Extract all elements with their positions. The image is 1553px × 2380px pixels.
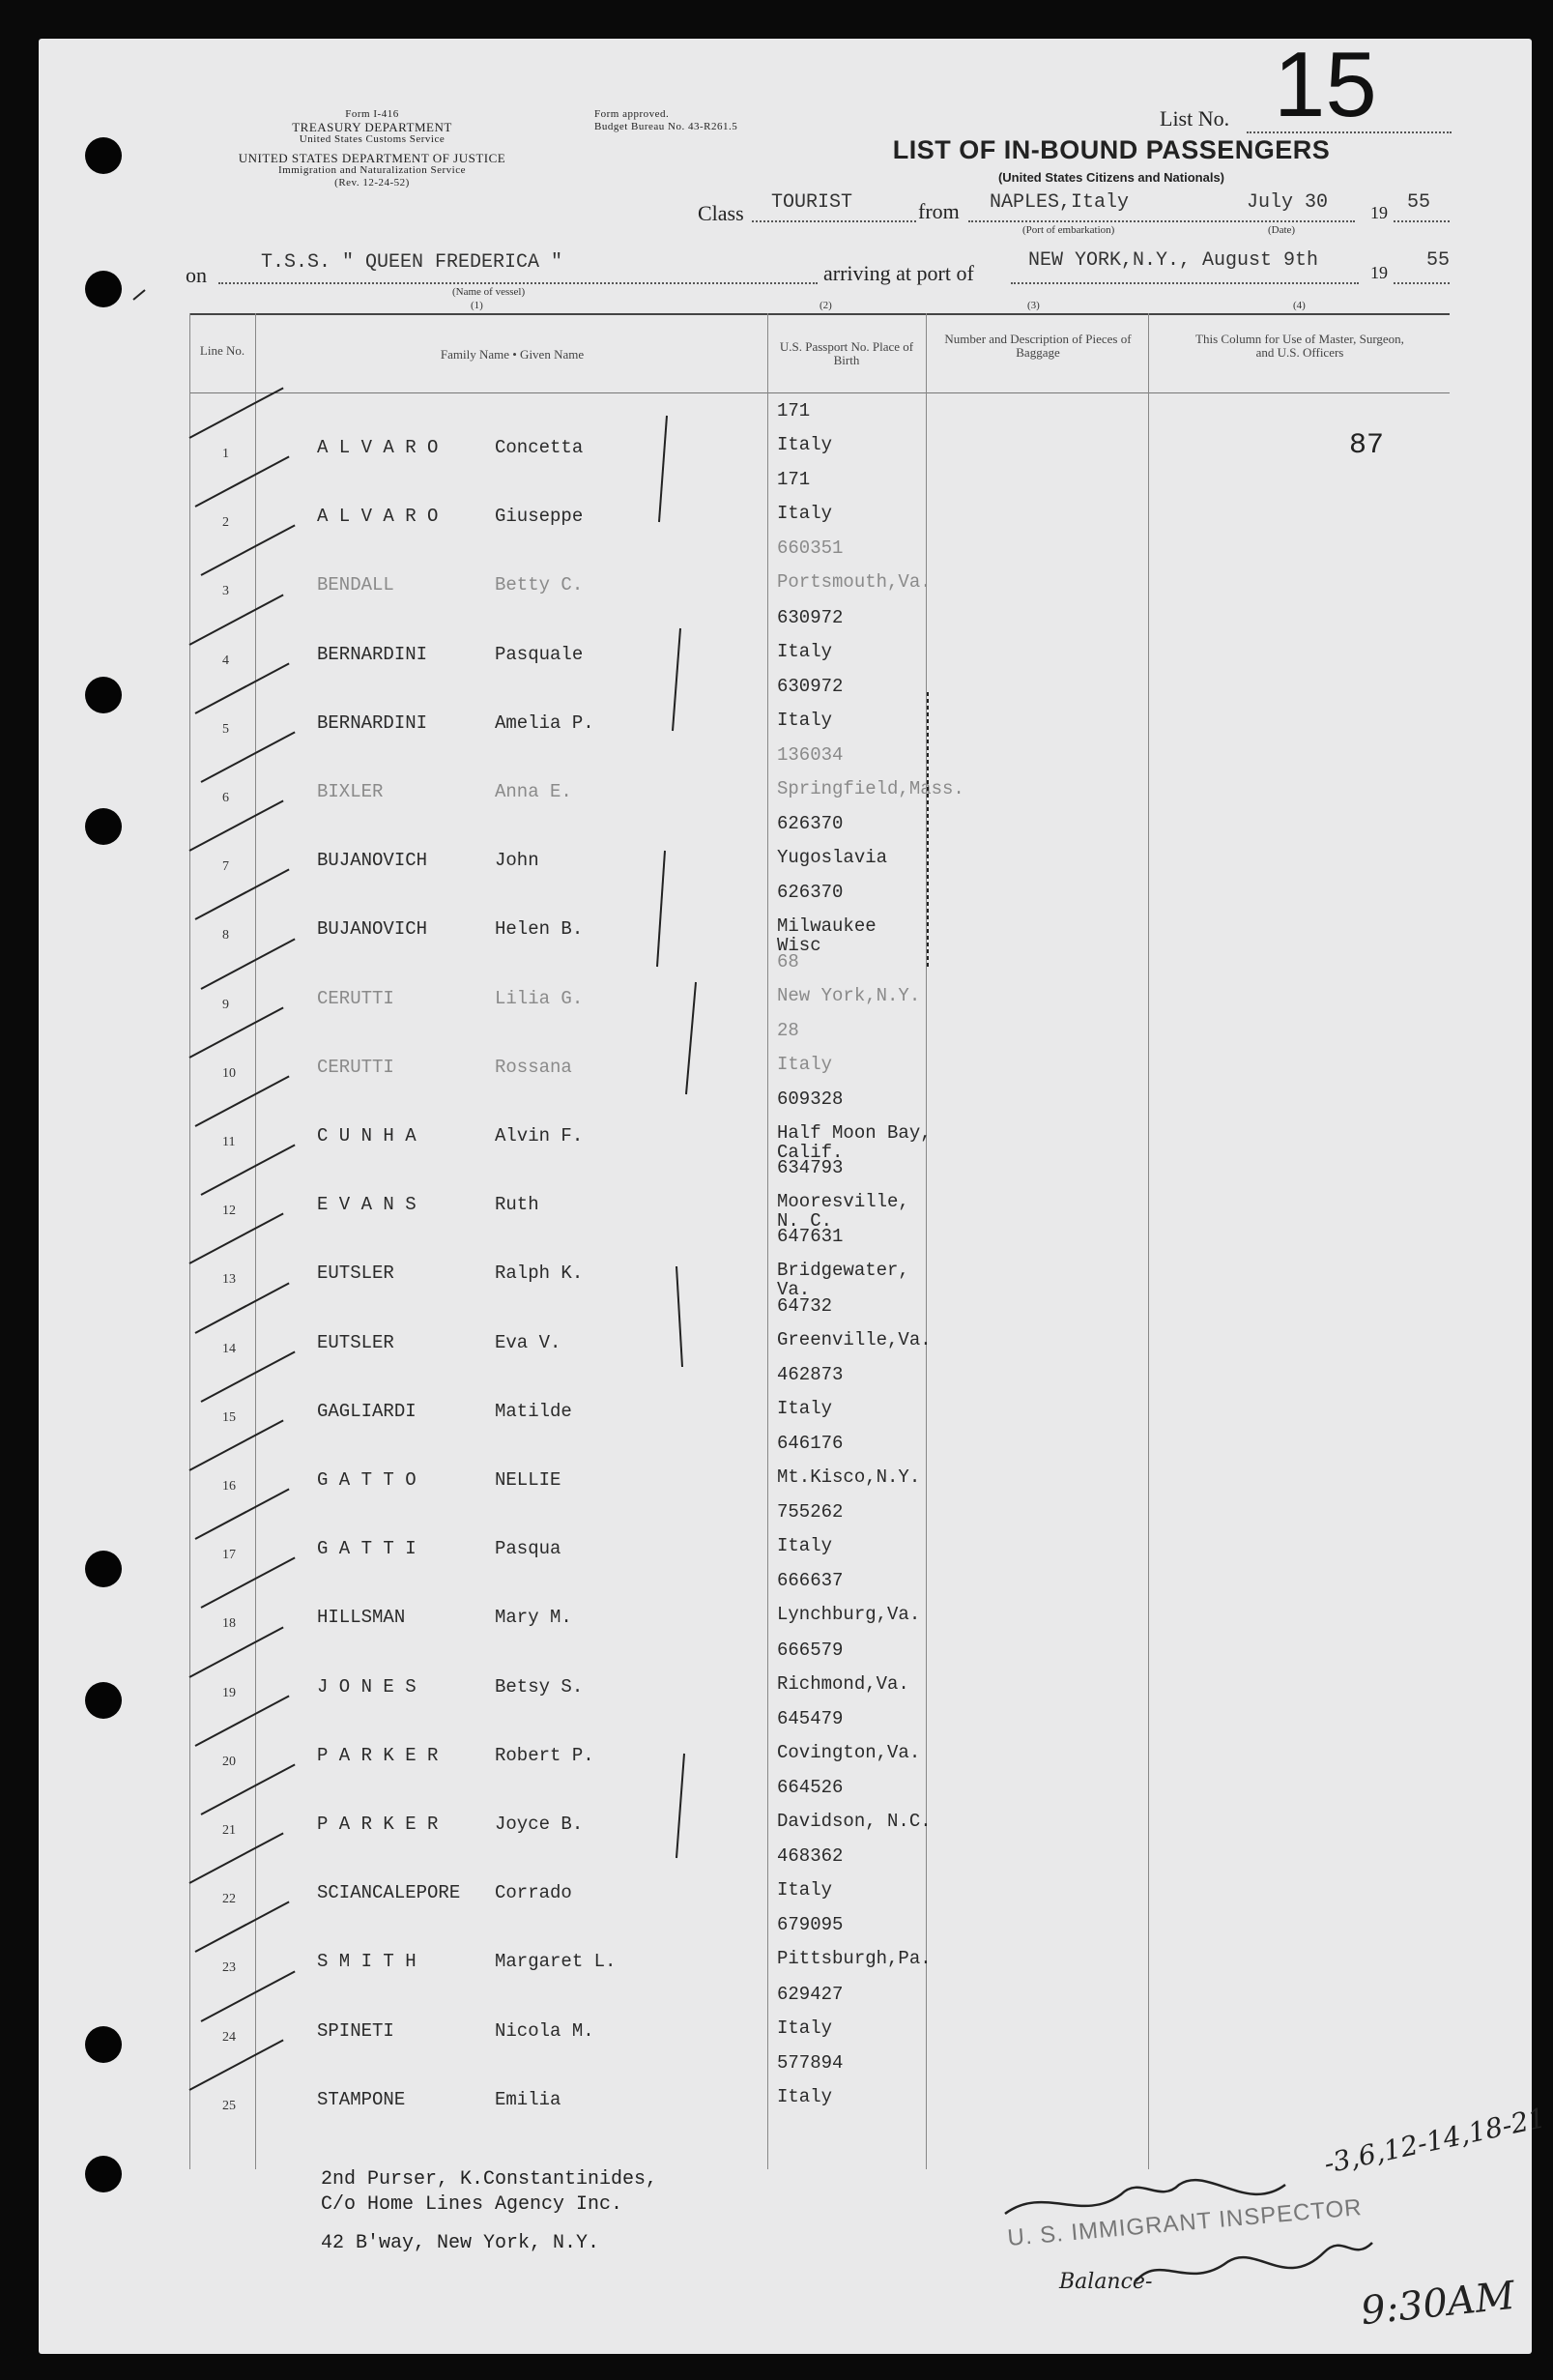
- line-number: 22: [222, 1892, 236, 1907]
- line-number: 3: [222, 584, 229, 599]
- table-row: [189, 465, 1523, 533]
- vessel-caption: (Name of vessel): [452, 286, 526, 298]
- col-caption-4: (4): [1293, 300, 1306, 311]
- passport-number: 64732: [777, 1294, 833, 1317]
- list-no-label: List No.: [1160, 106, 1230, 131]
- passport-number: 660351: [777, 537, 844, 560]
- date-year: 55: [1407, 191, 1431, 214]
- family-name: GAGLIARDI: [317, 1400, 417, 1422]
- passport-number: 626370: [777, 882, 844, 904]
- place-of-birth: New York,N.Y.: [777, 984, 921, 1006]
- place-of-birth: Italy: [777, 1397, 833, 1419]
- passport-number: 171: [777, 400, 811, 421]
- table-row: [189, 1773, 1523, 1841]
- given-name: Alvin F.: [495, 1125, 584, 1146]
- family-name: HILLSMAN: [317, 1607, 406, 1629]
- family-name: C U N H A: [317, 1125, 417, 1146]
- date-year-prefix: 19: [1370, 203, 1388, 222]
- place-of-birth: Italy: [777, 503, 833, 525]
- family-name: P A R K E R: [317, 1814, 439, 1835]
- from-line: [968, 220, 1355, 222]
- class-line: [752, 220, 916, 222]
- passport-number: 664526: [777, 1777, 844, 1798]
- given-name: Mary M.: [495, 1607, 572, 1629]
- family-name: S M I T H: [317, 1951, 417, 1973]
- arrival-year-prefix: 19: [1370, 263, 1388, 282]
- place-of-birth: Italy: [777, 2017, 833, 2039]
- passport-number: 634793: [777, 1157, 844, 1179]
- place-of-birth: Pittsburgh,Pa.: [777, 1948, 932, 1970]
- given-name: Eva V.: [495, 1331, 561, 1353]
- family-name: A L V A R O: [317, 437, 439, 458]
- passport-number: 462873: [777, 1363, 844, 1385]
- col-caption-2: (2): [820, 300, 832, 311]
- given-name: Ruth: [495, 1194, 539, 1216]
- passport-number: 755262: [777, 1501, 844, 1524]
- table-row: [189, 534, 1523, 601]
- family-name: CERUTTI: [317, 987, 394, 1009]
- given-name: Betty C.: [495, 574, 584, 596]
- line-number: 21: [222, 1823, 236, 1838]
- given-name: John: [495, 850, 539, 872]
- service-ins: Immigration and Naturalization Service: [277, 164, 467, 176]
- revision: (Rev. 12-24-52): [334, 177, 410, 189]
- given-name: Nicola M.: [495, 2019, 594, 2042]
- place-of-birth: Italy: [777, 1535, 833, 1557]
- line-number: 9: [222, 997, 229, 1012]
- handwritten-time: 9:30AM: [1359, 2273, 1517, 2335]
- given-name: Lilia G.: [495, 987, 584, 1009]
- family-name: E V A N S: [317, 1194, 417, 1216]
- given-name: Corrado: [495, 1882, 572, 1904]
- line-number: 25: [222, 2098, 236, 2113]
- line-number: 1: [222, 447, 229, 461]
- approval-info: [594, 108, 788, 133]
- col-caption-3: (3): [1027, 300, 1040, 311]
- arriving-label: arriving at port of: [823, 261, 974, 285]
- line-number: 7: [222, 859, 229, 875]
- punch-hole: [85, 271, 122, 307]
- place-of-birth: Yugoslavia: [777, 847, 888, 869]
- vessel-name: T.S.S. " QUEEN FREDERICA ": [261, 251, 563, 274]
- line-number: 6: [222, 791, 229, 805]
- line-number: 15: [222, 1409, 236, 1425]
- footer-line-2: C/o Home Lines Agency Inc.: [321, 2193, 623, 2216]
- passport-number: 647631: [777, 1226, 844, 1248]
- line-number: 13: [222, 1272, 236, 1288]
- table-row: [189, 1016, 1523, 1084]
- table-row: [189, 1566, 1523, 1634]
- given-name: Margaret L.: [495, 1951, 617, 1973]
- punch-hole: [85, 1682, 122, 1719]
- arrival-year: 55: [1426, 249, 1451, 272]
- form-info: [179, 108, 565, 189]
- given-name: Amelia P.: [495, 711, 594, 734]
- form-number: Form I-416: [345, 108, 399, 120]
- given-name: Giuseppe: [495, 506, 584, 528]
- arrival-line: [1011, 282, 1359, 284]
- family-name: BERNARDINI: [317, 711, 428, 734]
- passport-number: 577894: [777, 2051, 844, 2074]
- passport-number: 630972: [777, 606, 844, 628]
- passport-number: 468362: [777, 1845, 844, 1868]
- family-name: BUJANOVICH: [317, 850, 428, 872]
- passport-number: 646176: [777, 1433, 844, 1454]
- passport-number: 645479: [777, 1707, 844, 1729]
- table-row: [189, 1704, 1523, 1772]
- table-row: [189, 947, 1523, 1015]
- line-number: 17: [222, 1548, 236, 1563]
- line-number: 20: [222, 1754, 236, 1769]
- place-of-birth: Half Moon Bay, Calif.: [777, 1122, 932, 1163]
- family-name: A L V A R O: [317, 506, 439, 528]
- family-name: SPINETI: [317, 2019, 394, 2042]
- line-number: 23: [222, 1960, 236, 1976]
- table-row: [189, 2048, 1523, 2116]
- port-caption: (Port of embarkation): [1022, 224, 1115, 236]
- passport-number: 609328: [777, 1088, 844, 1110]
- punch-hole: [85, 808, 122, 845]
- given-name: Pasquale: [495, 643, 584, 665]
- punch-hole: [85, 677, 122, 713]
- family-name: CERUTTI: [317, 1056, 394, 1078]
- line-number: 12: [222, 1204, 236, 1219]
- table-row: [189, 1360, 1523, 1428]
- passport-number: 136034: [777, 744, 844, 766]
- given-name: Joyce B.: [495, 1814, 584, 1835]
- family-name: STAMPONE: [317, 2088, 406, 2110]
- vessel-line: [218, 282, 818, 284]
- date-value: July 30: [1247, 191, 1329, 214]
- table-row: [189, 1842, 1523, 1909]
- table-row: [189, 740, 1523, 808]
- passport-number: 666579: [777, 1639, 844, 1661]
- punch-hole: [85, 1551, 122, 1587]
- inspector-stamp: U. S. IMMIGRANT INSPECTOR: [1006, 2194, 1364, 2251]
- given-name: Emilia: [495, 2088, 561, 2110]
- line-number: 11: [222, 1135, 236, 1149]
- family-name: EUTSLER: [317, 1263, 394, 1285]
- given-name: Betsy S.: [495, 1675, 584, 1698]
- class-value: TOURIST: [771, 191, 853, 214]
- family-name: EUTSLER: [317, 1331, 394, 1353]
- date-caption: (Date): [1268, 224, 1296, 236]
- given-name: Pasqua: [495, 1538, 561, 1560]
- family-name: SCIANCALEPORE: [317, 1882, 461, 1904]
- line-number: 16: [222, 1479, 236, 1494]
- service: United States Customs Service: [299, 133, 446, 145]
- given-name: Robert P.: [495, 1744, 594, 1766]
- table-row: [189, 1636, 1523, 1703]
- given-name: NELLIE: [495, 1469, 561, 1491]
- table-row: [189, 1292, 1523, 1359]
- class-label: Class: [698, 201, 744, 225]
- family-name: BIXLER: [317, 781, 384, 802]
- place-of-birth: Italy: [777, 434, 833, 455]
- purser-address: [321, 2167, 657, 2256]
- place-of-birth: Lynchburg,Va.: [777, 1604, 921, 1626]
- line-number: 10: [222, 1065, 236, 1081]
- line-number: 5: [222, 721, 229, 737]
- place-of-birth: Portsmouth,Va.: [777, 571, 932, 594]
- place-of-birth: Italy: [777, 709, 833, 731]
- table-row: [189, 672, 1523, 740]
- place-of-birth: Milwaukee Wisc: [777, 915, 877, 957]
- date-year-line: [1394, 220, 1450, 222]
- family-name: J O N E S: [317, 1675, 417, 1698]
- col-caption-1: (1): [471, 300, 483, 311]
- passport-number: 630972: [777, 675, 844, 697]
- table-row: [189, 1980, 1523, 2047]
- department: TREASURY DEPARTMENT: [292, 120, 452, 134]
- family-name: BENDALL: [317, 574, 394, 596]
- arrival-port: NEW YORK,N.Y., August 9th: [1028, 249, 1319, 272]
- col-header-name: Family Name • Given Name: [440, 347, 585, 362]
- budget-bureau: Budget Bureau No. 43-R261.5: [594, 121, 738, 132]
- family-name: BUJANOVICH: [317, 918, 428, 941]
- officer-note: 87: [1349, 429, 1385, 462]
- place-of-birth: Italy: [777, 1053, 833, 1075]
- approval: Form approved.: [594, 108, 670, 120]
- place-of-birth: Covington,Va.: [777, 1741, 921, 1763]
- from-value: NAPLES,Italy: [990, 191, 1130, 214]
- table-row: [189, 809, 1523, 877]
- place-of-birth: Springfield,Mass.: [777, 778, 964, 799]
- on-label: on: [186, 263, 207, 287]
- col-header-officers: This Column for Use of Master, Surgeon, and U.S. Officers: [1195, 332, 1404, 360]
- table-row: [189, 603, 1523, 671]
- table-row: [189, 1153, 1523, 1233]
- col-header-baggage: Number and Description of Pieces of Baggage: [944, 332, 1132, 360]
- table-row: [189, 396, 1523, 464]
- from-label: from: [918, 199, 960, 223]
- footer-line-3: 42 B'way, New York, N.Y.: [321, 2232, 600, 2254]
- given-name: Ralph K.: [495, 1263, 584, 1285]
- given-name: Matilde: [495, 1400, 572, 1422]
- line-number: 2: [222, 515, 229, 531]
- handwritten-line-numbers: -3,6,12-14,18-21: [1321, 2102, 1549, 2180]
- given-name: Anna E.: [495, 781, 572, 802]
- place-of-birth: Richmond,Va.: [777, 1672, 909, 1695]
- department-justice: UNITED STATES DEPARTMENT OF JUSTICE: [238, 151, 506, 165]
- table-row: [189, 1910, 1523, 1978]
- line-number: 19: [222, 1685, 236, 1700]
- line-number: 18: [222, 1616, 236, 1632]
- place-of-birth: Bridgewater, Va.: [777, 1260, 909, 1301]
- place-of-birth: Italy: [777, 640, 833, 662]
- place-of-birth: Italy: [777, 2085, 833, 2107]
- punch-hole: [85, 137, 122, 174]
- footer-line-1: 2nd Purser, K.Constantinides,: [321, 2168, 658, 2191]
- arrival-year-line: [1394, 282, 1450, 284]
- passport-number: 626370: [777, 813, 844, 835]
- punch-hole: [85, 2026, 122, 2063]
- punch-hole: [85, 2156, 122, 2192]
- page-subtitle: (United States Citizens and Nationals): [997, 170, 1225, 185]
- given-name: Concetta: [495, 437, 584, 458]
- place-of-birth: Davidson, N.C.: [777, 1811, 932, 1832]
- line-number: 8: [222, 928, 229, 943]
- passport-number: 629427: [777, 1983, 844, 2005]
- table-row: [189, 878, 1523, 957]
- place-of-birth: Mt.Kisco,N.Y.: [777, 1466, 921, 1488]
- given-name: Rossana: [495, 1056, 572, 1078]
- table-row: [189, 1085, 1523, 1163]
- page-title: LIST OF IN-BOUND PASSENGERS: [892, 135, 1331, 164]
- col-header-passport: U.S. Passport No. Place of Birth: [779, 339, 914, 367]
- table-row: [189, 1222, 1523, 1301]
- list-number: 15: [1274, 33, 1377, 136]
- passport-number: 679095: [777, 1914, 844, 1936]
- place-of-birth: Italy: [777, 1879, 833, 1901]
- line-number: 24: [222, 2029, 236, 2045]
- table-row: [189, 1497, 1523, 1565]
- family-name: BERNARDINI: [317, 643, 428, 665]
- line-number: 14: [222, 1341, 236, 1356]
- col-header-line: Line No.: [199, 343, 245, 358]
- passport-number: 68: [777, 950, 799, 972]
- family-name: P A R K E R: [317, 1744, 439, 1766]
- place-of-birth: Greenville,Va.: [777, 1328, 932, 1350]
- table-top-border: [189, 313, 1450, 315]
- handwritten-balance: Balance-: [1059, 2270, 1153, 2294]
- family-name: G A T T O: [317, 1469, 417, 1491]
- passport-number: 171: [777, 469, 811, 491]
- place-of-birth: Mooresville, N. C.: [777, 1191, 909, 1233]
- passport-number: 28: [777, 1019, 799, 1041]
- passport-number: 666637: [777, 1570, 844, 1592]
- table-row: [189, 1429, 1523, 1496]
- given-name: Helen B.: [495, 918, 584, 941]
- family-name: G A T T I: [317, 1538, 417, 1560]
- line-number: 4: [222, 653, 229, 668]
- table-header-border: [189, 392, 1450, 393]
